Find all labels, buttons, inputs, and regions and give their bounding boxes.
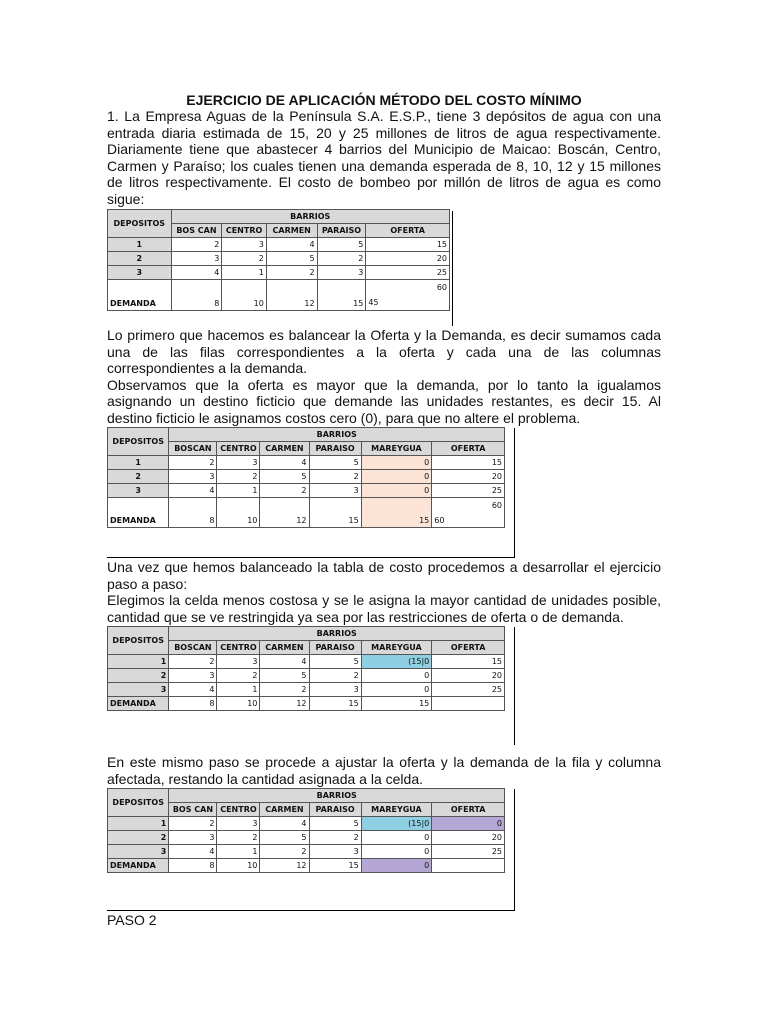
oferta-cell: 20: [366, 252, 450, 266]
col-header-boscan: BOS CAN: [169, 803, 217, 817]
cost-cell: 1: [217, 484, 260, 498]
cost-cell: 4: [169, 683, 217, 697]
oferta-cell: 15: [432, 456, 505, 470]
table-row: [108, 252, 450, 266]
assigned-cell: (15|0: [361, 817, 432, 831]
oferta-cell: 15: [366, 238, 450, 252]
table-row: [108, 266, 450, 280]
cost-table-balanced-wrap: [107, 427, 661, 559]
col-header-mareygua: MAREYGUA: [361, 442, 432, 456]
paragraph-balance: Lo primero que hacemos es balancear la Oferta y la Demanda, es decir sumamos cada una de las filas correspondientes a la oferta y cada una de las columnas correspondientes a la demanda.: [107, 327, 661, 376]
cost-cell: 4: [169, 484, 217, 498]
demanda-cell: 15: [317, 280, 366, 311]
cost-cell: 4: [260, 817, 309, 831]
total-oferta: 60: [436, 283, 447, 292]
demanda-row: [108, 498, 505, 528]
table-border-line: [107, 910, 515, 911]
col-header-centro: CENTRO: [217, 442, 260, 456]
row-label: 2: [108, 831, 169, 845]
demanda-label: DEMANDA: [108, 859, 169, 873]
oferta-cell: 15: [432, 655, 505, 669]
oferta-cell-empty: [432, 697, 505, 711]
paragraph-adjust: En este mismo paso se procede a ajustar la oferta y la demanda de la fila y columna afectada, restando la cantidad asignada a la celda.: [107, 754, 661, 787]
oferta-cell: 25: [432, 683, 505, 697]
cost-cell: 5: [260, 831, 309, 845]
col-header-oferta: OFERTA: [432, 803, 505, 817]
cost-cell: 2: [317, 252, 366, 266]
table-border-line: [107, 557, 515, 558]
col-header-mareygua: MAREYGUA: [361, 803, 432, 817]
oferta-cell: 20: [432, 470, 505, 484]
oferta-cell: 25: [432, 845, 505, 859]
oferta-cell: 20: [432, 669, 505, 683]
demanda-cell: 8: [171, 280, 222, 311]
cost-cell: 2: [169, 456, 217, 470]
fictitious-cost-cell: 0: [361, 484, 432, 498]
cost-cell: 0: [361, 831, 432, 845]
table-row: [108, 655, 505, 669]
col-header-carmen: CARMEN: [260, 641, 309, 655]
row-label: 2: [108, 252, 172, 266]
total-demanda: 60: [434, 516, 445, 525]
cost-table-step1-wrap: [107, 626, 661, 754]
document-title: EJERCICIO DE APLICACIÓN MÉTODO DEL COSTO MÍNIMO: [186, 92, 582, 108]
demanda-cell: 10: [217, 498, 260, 528]
cost-cell: 3: [222, 238, 266, 252]
table-row: [108, 683, 505, 697]
demanda-cell: 12: [260, 498, 309, 528]
row-label: 3: [108, 266, 172, 280]
cost-cell: 3: [317, 266, 366, 280]
cost-cell: 1: [222, 266, 266, 280]
total-oferta: 60: [491, 501, 502, 510]
demanda-cell: 12: [260, 697, 309, 711]
demanda-cell: 15: [361, 697, 432, 711]
table-border-line: [514, 428, 515, 557]
demanda-cell: 8: [169, 859, 217, 873]
demanda-cell: 15: [309, 498, 361, 528]
cost-cell: 2: [217, 470, 260, 484]
cost-cell: 4: [171, 266, 222, 280]
col-header-mareygua: MAREYGUA: [361, 641, 432, 655]
cost-cell: 4: [169, 845, 217, 859]
paragraph-fictitious: Observamos que la oferta es mayor que la demanda, por lo tanto la igualamos asignando un destino ficticio que demande las unidades restantes, es decir 15. Al destino ficticio le asignamos costos cero (0), para que no altere el problema.: [107, 376, 661, 426]
cost-cell: 3: [169, 470, 217, 484]
row-label: 1: [108, 817, 169, 831]
barrios-header: BARRIOS: [169, 789, 505, 803]
col-header-paraiso: PARAISO: [309, 803, 361, 817]
cost-cell: 4: [260, 456, 309, 470]
col-header-boscan: BOSCAN: [169, 442, 217, 456]
cost-cell: 4: [260, 655, 309, 669]
cost-cell: 2: [217, 669, 260, 683]
row-label: 1: [108, 655, 169, 669]
cost-cell: 3: [309, 484, 361, 498]
cost-cell: 2: [260, 484, 309, 498]
cost-cell: 2: [266, 266, 317, 280]
cost-cell: 2: [169, 655, 217, 669]
demanda-label: DEMANDA: [108, 697, 169, 711]
cost-table-original: [107, 209, 450, 311]
cost-cell: 0: [361, 845, 432, 859]
table-border-line: [514, 627, 515, 745]
cost-cell: 0: [361, 683, 432, 697]
col-header-boscan: BOSCAN: [169, 641, 217, 655]
demanda-cell: 10: [217, 859, 260, 873]
demanda-cell: 10: [222, 280, 266, 311]
oferta-cell: 20: [432, 831, 505, 845]
cost-cell: 2: [309, 831, 361, 845]
depositos-header: DEPOSITOS: [108, 627, 169, 655]
row-label: 3: [108, 683, 169, 697]
cost-table-original-wrap: [107, 209, 661, 327]
row-label: 2: [108, 669, 169, 683]
fictitious-cost-cell: 0: [361, 456, 432, 470]
table-row: [108, 470, 505, 484]
demanda-cell: 8: [169, 498, 217, 528]
demanda-cell: 12: [260, 859, 309, 873]
col-header-carmen: CARMEN: [260, 803, 309, 817]
demanda-cell: 15: [309, 859, 361, 873]
demanda-cell: 15: [361, 498, 432, 528]
fictitious-cost-cell: 0: [361, 470, 432, 484]
col-header-paraiso: PARAISO: [309, 641, 361, 655]
cost-cell: 3: [171, 252, 222, 266]
adjusted-oferta-cell: 0: [432, 817, 505, 831]
cost-cell: 5: [260, 470, 309, 484]
totals-cell: [432, 498, 505, 528]
demanda-row: [108, 859, 505, 873]
cost-cell: 3: [217, 817, 260, 831]
col-header-centro: CENTRO: [217, 641, 260, 655]
demanda-row: [108, 697, 505, 711]
cost-cell: 1: [217, 845, 260, 859]
table-row: [108, 669, 505, 683]
cost-cell: 3: [217, 456, 260, 470]
depositos-header: DEPOSITOS: [108, 789, 169, 817]
demanda-cell: 8: [169, 697, 217, 711]
cost-cell: 3: [309, 683, 361, 697]
cost-cell: 0: [361, 669, 432, 683]
table-row: [108, 238, 450, 252]
depositos-header: DEPOSITOS: [108, 210, 172, 238]
table-row: [108, 831, 505, 845]
adjusted-demanda-cell: 0: [361, 859, 432, 873]
col-header-carmen: CARMEN: [266, 224, 317, 238]
oferta-cell-empty: [432, 859, 505, 873]
cost-cell: 2: [217, 831, 260, 845]
demanda-cell: 15: [309, 697, 361, 711]
totals-cell: [366, 280, 450, 311]
paragraph-step-intro: Una vez que hemos balanceado la tabla de costo procedemos a desarrollar el ejercicio paso a paso:: [107, 559, 661, 592]
cost-cell: 2: [169, 817, 217, 831]
cost-cell: 3: [169, 669, 217, 683]
col-header-boscan: BOS CAN: [171, 224, 222, 238]
cost-cell: 5: [309, 655, 361, 669]
cost-cell: 5: [260, 669, 309, 683]
cost-cell: 2: [309, 470, 361, 484]
col-header-oferta: OFERTA: [432, 442, 505, 456]
cost-table-balanced: [107, 427, 505, 528]
depositos-header: DEPOSITOS: [108, 428, 169, 456]
table-border-line: [514, 789, 515, 910]
table-row: [108, 845, 505, 859]
cost-cell: 2: [260, 845, 309, 859]
row-label: 3: [108, 845, 169, 859]
paso-2-heading: PASO 2: [107, 912, 157, 928]
col-header-paraiso: PARAISO: [317, 224, 366, 238]
demanda-label: DEMANDA: [108, 280, 172, 311]
cost-cell: 5: [266, 252, 317, 266]
barrios-header: BARRIOS: [171, 210, 449, 224]
col-header-oferta: OFERTA: [366, 224, 450, 238]
demanda-cell: 12: [266, 280, 317, 311]
cost-cell: 2: [260, 683, 309, 697]
paragraph-problem-statement: 1. La Empresa Aguas de la Península S.A. E.S.P., tiene 3 depósitos de agua con una entrada diaria estimada de 15, 20 y 25 millones de litros de agua respectivamente. Diariamente tiene que abastecer 4 barrios del Municipio de Maicao: Boscán, Centro, Carmen y Paraíso; los cuales tienen una demanda esperada de 8, 10, 12 y 15 millones de litros respectivamente. El costo de bombeo por millón de litros de agua es como sigue:: [107, 108, 661, 207]
total-demanda: 45: [368, 298, 379, 307]
oferta-cell: 25: [366, 266, 450, 280]
cost-cell: 1: [217, 683, 260, 697]
table-row: [108, 456, 505, 470]
barrios-header: BARRIOS: [169, 627, 505, 641]
cost-table-step1: [107, 626, 505, 711]
col-header-paraiso: PARAISO: [309, 442, 361, 456]
oferta-cell: 25: [432, 484, 505, 498]
row-label: 1: [108, 238, 172, 252]
table-row: [108, 484, 505, 498]
cost-cell: 3: [169, 831, 217, 845]
col-header-carmen: CARMEN: [260, 442, 309, 456]
table-row: [108, 817, 505, 831]
document-page: [107, 92, 661, 928]
demanda-row: [108, 280, 450, 311]
row-label: 3: [108, 484, 169, 498]
cost-table-step1-adjusted: [107, 788, 505, 873]
cost-cell: 3: [309, 845, 361, 859]
col-header-oferta: OFERTA: [432, 641, 505, 655]
assigned-cell: (15|0: [361, 655, 432, 669]
col-header-centro: CENTRO: [217, 803, 260, 817]
cost-cell: 5: [317, 238, 366, 252]
row-label: 1: [108, 456, 169, 470]
cost-cell: 5: [309, 456, 361, 470]
paragraph-least-cost: Elegimos la celda menos costosa y se le asigna la mayor cantidad de unidades posible, cantidad que se ve restringida ya sea por las restricciones de oferta o de demanda.: [107, 592, 661, 625]
cost-cell: 2: [171, 238, 222, 252]
cost-table-step1-adjusted-wrap: [107, 788, 661, 912]
cost-cell: 5: [309, 817, 361, 831]
demanda-cell: 10: [217, 697, 260, 711]
cost-cell: 2: [309, 669, 361, 683]
row-label: 2: [108, 470, 169, 484]
cost-cell: 4: [266, 238, 317, 252]
col-header-centro: CENTRO: [222, 224, 266, 238]
demanda-label: DEMANDA: [108, 498, 169, 528]
barrios-header: BARRIOS: [169, 428, 505, 442]
table-border-line: [452, 211, 453, 326]
cost-cell: 2: [222, 252, 266, 266]
cost-cell: 3: [217, 655, 260, 669]
